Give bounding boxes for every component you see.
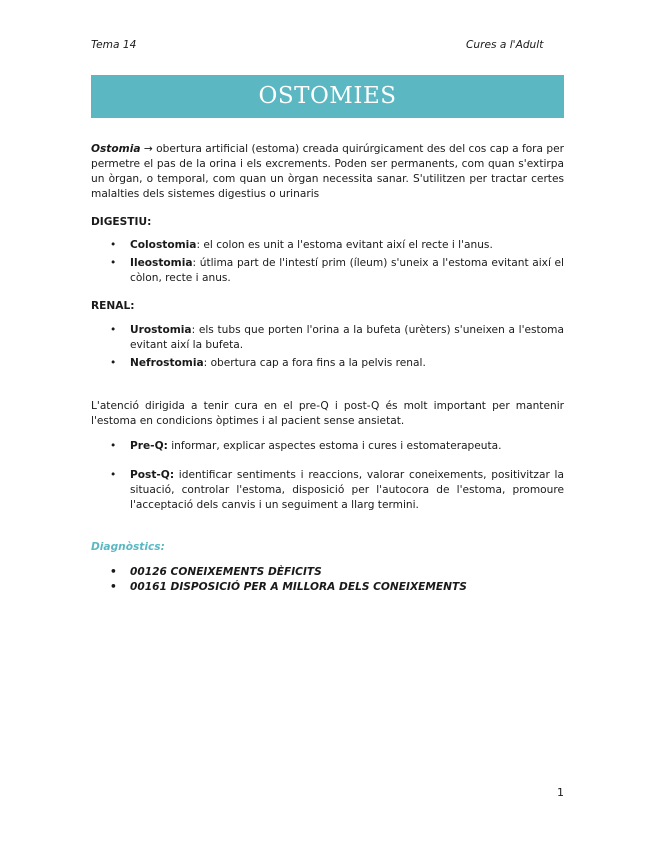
list-item bbox=[91, 323, 564, 353]
intro-paragraph bbox=[91, 142, 564, 202]
diagnostics-heading: Diagnòstics: bbox=[91, 541, 165, 553]
item-text: informar, explicar aspectes estoma i cures i estomaterapeuta. bbox=[167, 440, 502, 452]
care-list bbox=[91, 439, 564, 513]
item-term: Post-Q: bbox=[130, 469, 175, 481]
page-title: OSTOMIES bbox=[258, 83, 397, 109]
item-term: Urostomia bbox=[130, 324, 192, 336]
list-item: • 00126 CONEIXEMENTS DÈFICITS bbox=[91, 565, 564, 580]
list-item bbox=[91, 439, 564, 454]
digestiu-list bbox=[91, 238, 564, 286]
header-topic: Tema 14 bbox=[91, 39, 137, 51]
header-subject: Cures a l'Adult bbox=[466, 39, 544, 51]
intro-term: Ostomia bbox=[91, 143, 141, 155]
renal-list bbox=[91, 323, 564, 371]
item-term: Colostomia bbox=[130, 239, 197, 251]
arrow-icon: → bbox=[143, 143, 153, 155]
item-term: Pre-Q: bbox=[130, 440, 168, 452]
item-text: : el colon es unit a l'estoma evitant així el recte i l'anus. bbox=[196, 239, 493, 251]
list-item bbox=[91, 256, 564, 286]
list-item bbox=[91, 238, 564, 253]
list-item bbox=[91, 356, 564, 371]
section-heading-digestiu: DIGESTIU: bbox=[91, 216, 152, 228]
item-text: : els tubs que porten l'orina a la bufeta (urèters) s'uneixen a l'estoma evitant així la bufeta. bbox=[130, 324, 564, 351]
item-text: identificar sentiments i reaccions, valorar coneixements, positivitzar la situació, controlar l'estoma, disposició per l'autocora de l'estoma, promoure l'acceptació dels canvis i un seguiment a llarg termini. bbox=[130, 469, 564, 511]
list-item: • 00161 DISPOSICIÓ PER A MILLORA DELS CONEIXEMENTS bbox=[91, 580, 564, 595]
page-number: 1 bbox=[557, 786, 564, 799]
diagnostics-list bbox=[91, 565, 564, 595]
intro-text: obertura artificial (estoma) creada quirúrgicament des del cos cap a fora per permetre el pas de la orina i els excrements. Poden ser permanents, com quan s'extirpa un òrgan, o temporal, com quan un òrgan necessita sanar. S'utilitzen per tractar certes malalties dels sistemes digestius o urinaris bbox=[91, 143, 564, 200]
care-paragraph: L'atenció dirigida a tenir cura en el pre-Q i post-Q és molt important per mantenir l'estoma en condicions òptimes i al pacient sense ansietat. bbox=[91, 400, 564, 427]
title-banner bbox=[91, 75, 564, 118]
item-text: : útlima part de l'intestí prim (íleum) s'uneix a l'estoma evitant així el còlon, recte i anus. bbox=[130, 257, 564, 284]
section-heading-renal: RENAL: bbox=[91, 300, 135, 312]
item-term: Ileostomia bbox=[130, 257, 193, 269]
item-text: : obertura cap a fora fins a la pelvis renal. bbox=[203, 357, 426, 369]
item-term: Nefrostomia bbox=[130, 357, 204, 369]
list-item bbox=[91, 468, 564, 513]
